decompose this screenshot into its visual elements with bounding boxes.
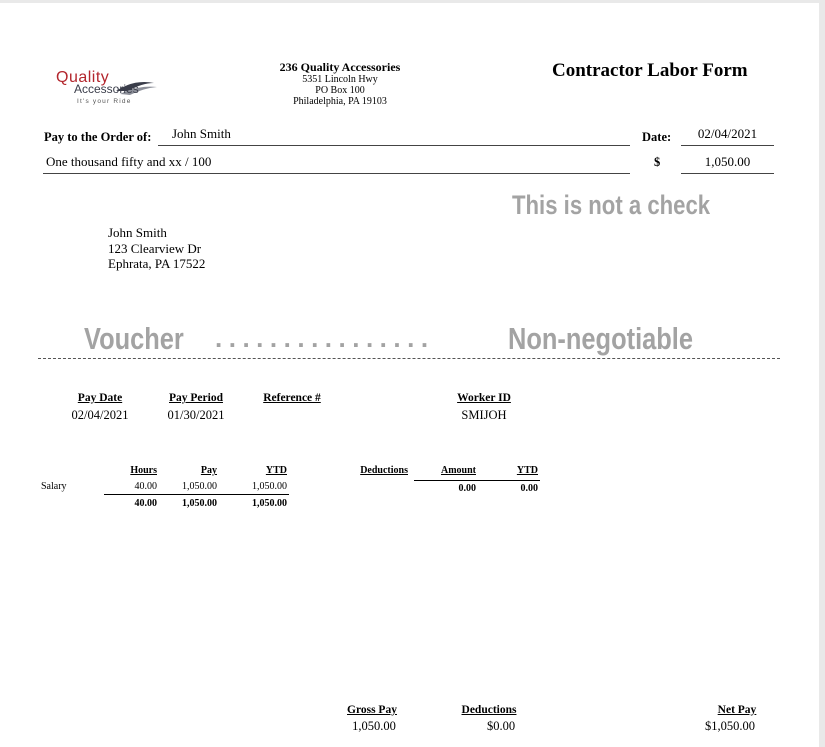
voucher-dashed-divider [38, 358, 780, 359]
deductions-ytd-header: YTD [516, 465, 538, 476]
pay-date-value: 02/04/2021 [71, 408, 129, 422]
payee-underline [158, 145, 630, 146]
voucher-watermark: Voucher [84, 321, 184, 356]
non-negotiable-watermark: Non-negotiable [508, 321, 693, 356]
company-pobox: PO Box 100 [315, 85, 365, 97]
payment-date: 02/04/2021 [697, 126, 758, 141]
net-pay-header: Net Pay [717, 704, 757, 716]
net-pay-value: $1,050.00 [705, 719, 755, 733]
earnings-total-hours: 40.00 [134, 498, 157, 509]
amount-underline [681, 173, 774, 174]
earnings-hours-header: Hours [130, 465, 157, 476]
logo-text-quality: Quality [56, 69, 110, 86]
gross-pay-value: 1,050.00 [352, 719, 396, 733]
payee-name: John Smith [172, 126, 231, 141]
pay-period-header: Pay Period [169, 392, 223, 404]
worker-id-value: SMIJOH [461, 408, 507, 422]
company-address [250, 61, 430, 107]
pay-to-label: Pay to the Order of: [44, 130, 152, 144]
address-street: 123 Clearview Dr [108, 240, 202, 256]
earnings-row-pay: 1,050.00 [182, 481, 217, 492]
earnings-row-hours: 40.00 [134, 481, 157, 492]
company-street: 5351 Lincoln Hwy [302, 74, 378, 86]
dollar-sign: $ [654, 155, 661, 169]
address-city: Ephrata, PA 17522 [108, 256, 206, 271]
company-name: 236 Quality Accessories [279, 60, 401, 74]
earnings-row-ytd: 1,050.00 [252, 481, 287, 492]
payee-address [108, 225, 205, 272]
earnings-total-rule [104, 494, 289, 495]
deductions-total-rule [414, 480, 540, 481]
pay-date-header: Pay Date [77, 392, 123, 404]
earnings-row-label: Salary [41, 481, 67, 492]
deductions-header: Deductions [360, 465, 408, 476]
date-underline [681, 145, 774, 146]
deductions-total-ytd: 0.00 [520, 483, 538, 494]
deductions-amount-header: Amount [440, 465, 476, 476]
worker-id-header: Worker ID [457, 392, 511, 404]
document-page [0, 3, 819, 747]
amount-words-underline [43, 173, 630, 174]
amount-in-words: One thousand fifty and xx / 100 [46, 154, 212, 169]
deductions-total-amount: 0.00 [458, 483, 476, 494]
form-title: Contractor Labor Form [552, 60, 748, 81]
logo-text-accessories: Accessories [74, 82, 139, 96]
earnings-total-ytd: 1,050.00 [252, 498, 287, 509]
logo-tagline: It's your Ride [77, 98, 132, 105]
company-logo [56, 69, 161, 109]
address-name: John Smith [108, 225, 167, 240]
earnings-total-pay: 1,050.00 [182, 498, 217, 509]
gross-pay-header: Gross Pay [347, 704, 397, 716]
not-a-check-watermark: This is not a check [512, 190, 711, 220]
pay-period-value: 01/30/2021 [167, 408, 225, 422]
voucher-dots: ................ [215, 323, 435, 353]
date-label: Date: [642, 130, 672, 144]
company-city: Philadelphia, PA 19103 [293, 96, 387, 108]
earnings-ytd-header: YTD [265, 465, 287, 476]
earnings-pay-header: Pay [200, 465, 217, 476]
deductions-summary-header: Deductions [461, 704, 517, 716]
deductions-summary-value: $0.00 [486, 719, 516, 733]
payment-amount: 1,050.00 [704, 154, 751, 169]
reference-header: Reference # [263, 392, 321, 404]
